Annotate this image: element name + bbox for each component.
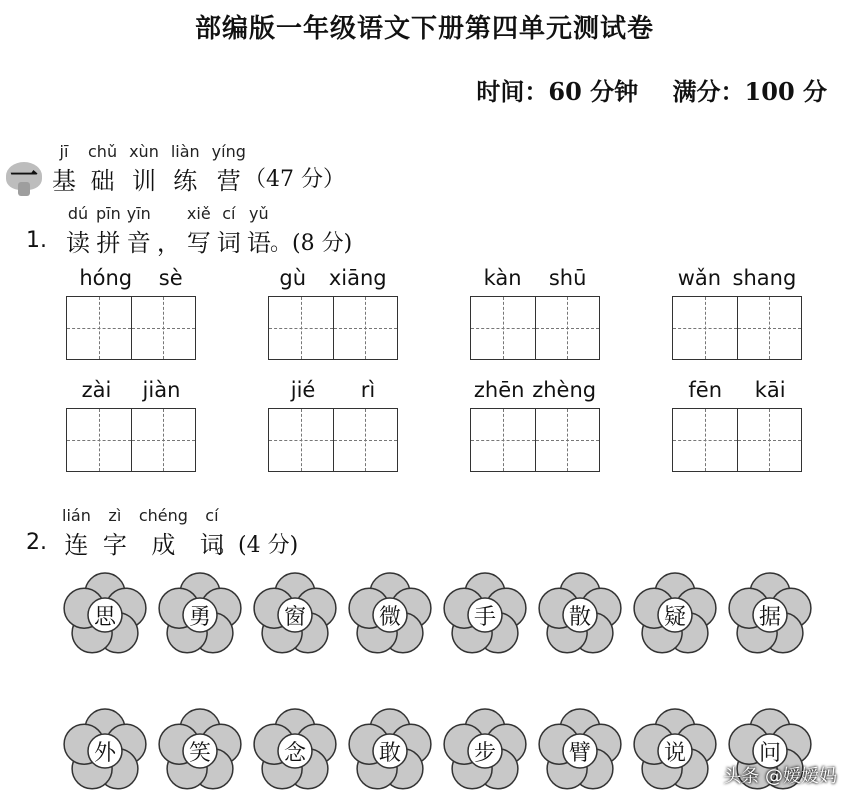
syllable: shū	[548, 266, 587, 290]
syllable: kàn	[483, 266, 522, 290]
hanzi-char: 音	[126, 229, 151, 257]
flower-character[interactable]	[632, 572, 718, 658]
time-limit: 时间：60 分钟	[476, 77, 639, 106]
syllable: shang	[732, 266, 797, 290]
writing-grid[interactable]	[66, 408, 196, 472]
pinyin-grid-item	[268, 378, 398, 472]
flower-char-label: 念	[283, 740, 306, 766]
ruby-char	[52, 142, 76, 196]
flower-char-label: 问	[758, 740, 781, 766]
pinyin-annotation: yīn	[126, 204, 151, 223]
writing-grid[interactable]	[268, 296, 398, 360]
writing-grid[interactable]	[66, 296, 196, 360]
pinyin-annotation: chǔ	[88, 142, 118, 161]
word-pinyin	[268, 378, 398, 406]
pinyin-grid-item	[66, 378, 196, 472]
writing-cell[interactable]	[67, 297, 132, 359]
writing-cell[interactable]	[269, 409, 334, 471]
flower-character[interactable]	[632, 708, 718, 794]
syllable: zhèng	[532, 378, 597, 402]
hanzi-char: 字	[102, 531, 127, 559]
syllable: gù	[279, 266, 307, 290]
section-score: （47 分）	[244, 167, 345, 192]
ruby-char	[212, 142, 246, 196]
syllable: xiāng	[328, 266, 387, 290]
writing-cell[interactable]	[673, 297, 738, 359]
hanzi-char: 训	[131, 167, 156, 195]
ruby-char	[66, 204, 90, 258]
pinyin-annotation: dú	[67, 204, 89, 223]
ruby-char	[157, 204, 181, 258]
flower-char-label: 外	[93, 740, 116, 766]
pinyin-annotation: chéng	[138, 506, 188, 525]
section-number: 一	[10, 159, 39, 192]
syllable: rì	[360, 378, 376, 402]
hanzi-char: 词	[216, 229, 241, 257]
writing-cell[interactable]	[673, 409, 738, 471]
flower-character[interactable]	[347, 572, 433, 658]
ruby-char	[129, 142, 159, 196]
ruby-char	[62, 506, 91, 560]
flower-character[interactable]	[157, 572, 243, 658]
pinyin-annotation: yíng	[211, 142, 246, 161]
writing-cell[interactable]	[67, 409, 132, 471]
watermark: 头条 @嫒嫒妈	[723, 766, 837, 787]
hanzi-char: 语	[246, 229, 271, 257]
writing-cell[interactable]	[536, 297, 600, 359]
flower-character[interactable]	[62, 708, 148, 794]
pinyin-grid-item	[470, 378, 600, 472]
writing-cell[interactable]	[269, 297, 334, 359]
word-pinyin	[672, 266, 802, 294]
question-prompt	[62, 506, 224, 560]
pinyin-annotation: xiě	[186, 204, 211, 223]
hanzi-char: 读	[66, 229, 90, 257]
flower-char-label: 步	[473, 740, 496, 766]
pinyin-annotation	[166, 204, 171, 223]
flower-char-label: 敢	[378, 740, 401, 766]
hanzi-char: 练	[173, 167, 198, 195]
syllable: zài	[81, 378, 112, 402]
flower-char-label: 笑	[188, 740, 211, 766]
word-pinyin	[470, 266, 600, 294]
hanzi-char: 词	[199, 531, 224, 559]
question-score: 。(4 分)	[216, 533, 299, 558]
syllable: jié	[290, 378, 316, 402]
flower-char-label: 窗	[283, 604, 306, 630]
flower-character[interactable]	[442, 708, 528, 794]
writing-grid[interactable]	[672, 296, 802, 360]
pinyin-annotation: liàn	[170, 142, 200, 161]
syllable: jiàn	[142, 378, 181, 402]
hanzi-char: ，	[156, 229, 181, 257]
pinyin-annotation: jī	[59, 142, 69, 161]
syllable: wǎn	[677, 266, 722, 290]
flower-char-label: 勇	[188, 604, 211, 630]
flower-character[interactable]	[537, 708, 623, 794]
hanzi-char: 连	[64, 531, 89, 559]
flower-character[interactable]	[347, 708, 433, 794]
ruby-char	[217, 204, 241, 258]
writing-cell[interactable]	[334, 297, 398, 359]
question-prompt	[66, 204, 271, 258]
ruby-char	[88, 142, 117, 196]
pinyin-annotation: xùn	[129, 142, 159, 161]
ruby-char	[171, 142, 200, 196]
hanzi-char: 础	[90, 167, 115, 195]
syllable: sè	[158, 266, 183, 290]
question-number: 1.	[26, 228, 47, 253]
pinyin-grid-item	[470, 266, 600, 360]
pinyin-grid-item	[672, 266, 802, 360]
flower-character[interactable]	[157, 708, 243, 794]
flower-char-label: 微	[378, 604, 401, 630]
hanzi-char: 写	[186, 229, 211, 257]
ruby-char	[139, 506, 188, 560]
flower-character[interactable]	[252, 708, 338, 794]
hanzi-char: 营	[216, 167, 241, 195]
pinyin-annotation: cí	[205, 506, 219, 525]
full-score: 满分：100 分	[672, 77, 827, 106]
word-pinyin	[268, 266, 398, 294]
exam-meta	[450, 72, 827, 107]
pinyin-grid-item	[66, 266, 196, 360]
pinyin-annotation: pīn	[96, 204, 121, 223]
ruby-char	[96, 204, 121, 258]
word-pinyin	[66, 378, 196, 406]
writing-grid[interactable]	[268, 408, 398, 472]
pinyin-annotation: zì	[108, 506, 122, 525]
question-score: 。(8 分)	[270, 231, 353, 256]
flower-char-label: 思	[93, 604, 116, 630]
writing-grid[interactable]	[470, 296, 600, 360]
word-pinyin	[672, 378, 802, 406]
writing-grid[interactable]	[672, 408, 802, 472]
word-pinyin	[470, 378, 600, 406]
ruby-char	[187, 204, 211, 258]
writing-cell[interactable]	[132, 409, 196, 471]
flower-char-label: 臂	[568, 740, 591, 766]
hanzi-char: 拼	[96, 229, 121, 257]
pinyin-annotation: yǔ	[249, 204, 269, 223]
ruby-char	[247, 204, 271, 258]
section-title	[52, 142, 246, 196]
pinyin-annotation: lián	[62, 506, 91, 525]
pinyin-grid-item	[672, 378, 802, 472]
writing-cell[interactable]	[471, 297, 536, 359]
flower-char-label: 散	[568, 604, 591, 630]
writing-cell[interactable]	[536, 409, 600, 471]
pinyin-annotation: cí	[222, 204, 236, 223]
writing-cell[interactable]	[471, 409, 536, 471]
ruby-char	[103, 506, 127, 560]
hanzi-char: 成	[151, 531, 176, 559]
syllable: kāi	[754, 378, 786, 402]
syllable: hóng	[79, 266, 133, 290]
syllable: fēn	[688, 378, 722, 402]
pinyin-grid-item	[268, 266, 398, 360]
page-title: 部编版一年级语文下册第四单元测试卷	[194, 14, 654, 44]
writing-cell[interactable]	[738, 409, 802, 471]
flower-char-label: 手	[473, 604, 496, 630]
ruby-char	[127, 204, 151, 258]
word-pinyin	[66, 266, 196, 294]
question-number: 2.	[26, 530, 47, 555]
flower-char-label: 据	[758, 604, 781, 630]
writing-cell[interactable]	[132, 297, 196, 359]
writing-cell[interactable]	[738, 297, 802, 359]
flower-character[interactable]	[537, 572, 623, 658]
syllable: zhēn	[473, 378, 525, 402]
flower-character[interactable]	[442, 572, 528, 658]
flower-character[interactable]	[252, 572, 338, 658]
flower-char-label: 说	[663, 740, 686, 766]
writing-grid[interactable]	[470, 408, 600, 472]
flower-character[interactable]	[727, 572, 813, 658]
writing-cell[interactable]	[334, 409, 398, 471]
flower-character[interactable]	[62, 572, 148, 658]
hanzi-char: 基	[52, 167, 76, 195]
flower-char-label: 疑	[663, 604, 686, 630]
